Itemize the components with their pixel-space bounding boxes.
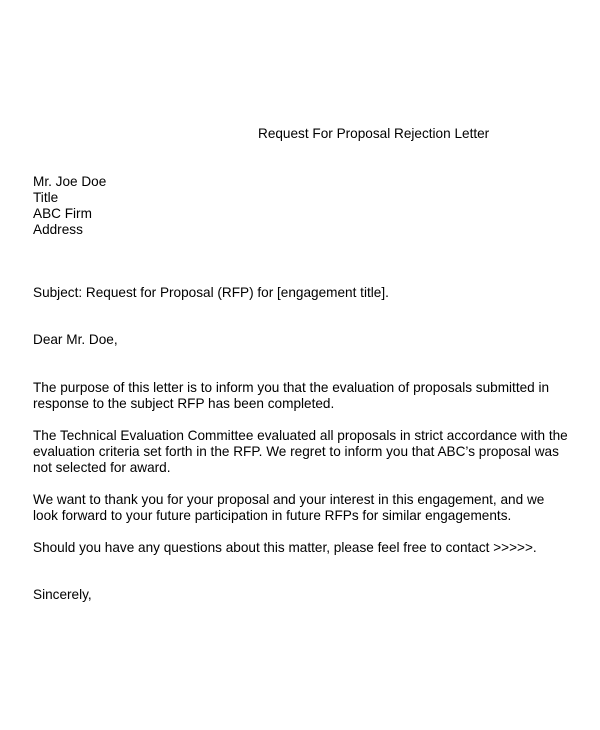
- recipient-address-block: [33, 174, 106, 238]
- paragraph-line: We want to thank you for your proposal and your interest in this engagement, and we: [33, 492, 545, 507]
- paragraph-line: The purpose of this letter is to inform you that the evaluation of proposals submitted in: [33, 380, 550, 395]
- paragraph-contact: [33, 540, 593, 556]
- recipient-title: Title: [33, 190, 59, 205]
- salutation: Dear Mr. Doe,: [33, 332, 118, 347]
- subject-line: Subject: Request for Proposal (RFP) for [engagement title].: [33, 285, 389, 300]
- paragraph-line: look forward to your future participation in future RFPs for similar engagements.: [33, 508, 512, 523]
- paragraph-line: response to the subject RFP has been completed.: [33, 396, 335, 411]
- closing: Sincerely,: [33, 587, 92, 602]
- recipient-address: Address: [33, 222, 83, 237]
- letter-title: Request For Proposal Rejection Letter: [258, 126, 490, 141]
- paragraph-thanks: [33, 492, 593, 524]
- recipient-firm: ABC Firm: [33, 206, 92, 221]
- paragraph-line: The Technical Evaluation Committee evaluated all proposals in strict accordance with the: [33, 428, 568, 443]
- paragraph-line: not selected for award.: [33, 460, 171, 475]
- paragraph-line: evaluation criteria set forth in the RFP. We regret to inform you that ABC’s proposal was: [33, 444, 559, 459]
- paragraph-evaluation: [33, 428, 593, 476]
- paragraph-purpose: [33, 380, 593, 412]
- paragraph-line: Should you have any questions about this matter, please feel free to contact >>>>>.: [33, 540, 537, 555]
- recipient-name: Mr. Joe Doe: [33, 174, 107, 189]
